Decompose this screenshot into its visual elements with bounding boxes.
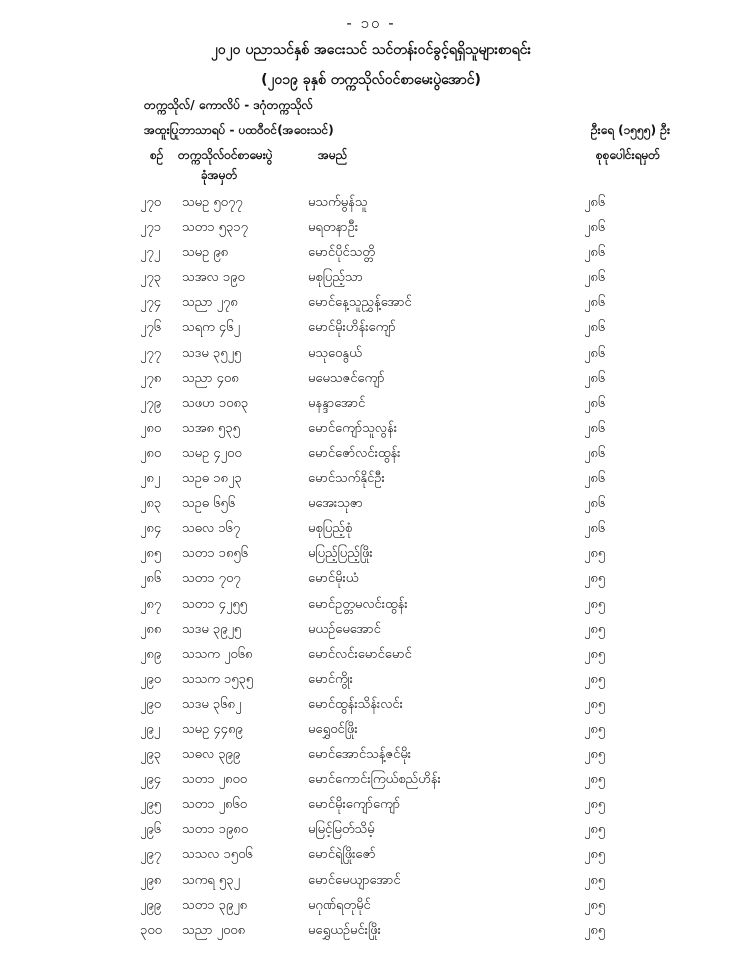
registration-number: သညာ ၂၀၀၈ bbox=[182, 922, 246, 938]
row-number: ၂၇၇ bbox=[140, 345, 162, 361]
student-name: မရတနာဦး bbox=[308, 220, 359, 236]
row-number: ၂၇၃ bbox=[140, 270, 162, 286]
table-row bbox=[0, 746, 742, 771]
row-number: ၂၈၉ bbox=[140, 646, 162, 662]
row-number: ၂၉၃ bbox=[140, 747, 162, 763]
student-name: မောင်ကျော်သူလွန်း bbox=[308, 420, 398, 436]
row-number: ၂၈၆ bbox=[140, 571, 162, 587]
registration-number: သဒမ ၃၉၂၅ bbox=[182, 621, 242, 637]
table-row bbox=[0, 269, 742, 294]
total-score: ၂၈၅ bbox=[584, 671, 606, 687]
student-name: မောင်လင်းမောင်မောင် bbox=[308, 646, 412, 662]
total-score: ၂၈၆ bbox=[584, 471, 606, 487]
total-score: ၂၈၅ bbox=[584, 872, 606, 888]
student-name: မမေသဇင်ကျော် bbox=[308, 370, 385, 386]
student-name: မအေးသုဇာ bbox=[308, 496, 363, 512]
student-name: မောင်မိုးယံ bbox=[308, 571, 359, 587]
total-score: ၂၈၆ bbox=[584, 270, 606, 286]
student-name: မဂုဏ်ရတုမိုင် bbox=[308, 897, 371, 913]
student-name: မသက်မွန်သူ bbox=[308, 195, 368, 210]
total-score: ၂၈၅ bbox=[584, 721, 606, 737]
registration-number: သသက ၂၀၆၈ bbox=[182, 646, 253, 662]
total-score: ၂၈၅ bbox=[584, 922, 606, 938]
registration-number: သဖဟ ၁၀၈၃ bbox=[182, 395, 249, 411]
table-row bbox=[0, 596, 742, 621]
row-number: ၂၉၈ bbox=[140, 872, 162, 888]
table-row bbox=[0, 621, 742, 646]
student-name: မမြင့်မြတ်သိမ့် bbox=[308, 822, 375, 838]
row-number: ၂၈၀ bbox=[140, 445, 162, 461]
table-row bbox=[0, 897, 742, 922]
row-number: ၂၈၈ bbox=[140, 621, 162, 637]
row-number: ၂၇၈ bbox=[140, 370, 162, 386]
student-name: မစုပြည့်စုံ bbox=[308, 521, 353, 537]
registration-number: သတ၁ ၅၃၁၇ bbox=[182, 220, 248, 236]
registration-number: သရက ၄၆၂ bbox=[182, 320, 240, 336]
row-number: ၂၉၆ bbox=[140, 822, 162, 838]
registration-number: သတ၁ ၂၈၆၀ bbox=[182, 797, 248, 813]
total-score: ၂၈၆ bbox=[584, 496, 606, 512]
total-score: ၂၈၅ bbox=[584, 847, 606, 863]
row-number: ၂၇၀ bbox=[140, 195, 162, 210]
student-name: မစုပြည့်သာ bbox=[308, 270, 363, 286]
total-score: ၂၈၅ bbox=[584, 646, 606, 662]
registration-number: သတ၁ ၂၈၀၀ bbox=[182, 772, 248, 788]
total-score: ၂၈၅ bbox=[584, 546, 606, 562]
table-row bbox=[0, 520, 742, 545]
student-name: မနန္ဒာအောင် bbox=[308, 395, 366, 411]
table-row bbox=[0, 370, 742, 395]
table-row bbox=[0, 244, 742, 269]
registration-number: သတ၁ ၁၉၈၀ bbox=[182, 822, 249, 838]
registration-number: သတ၁ ၁၈၅၆ bbox=[182, 546, 249, 562]
table-row bbox=[0, 470, 742, 495]
total-score: ၂၈၆ bbox=[584, 370, 606, 386]
row-number: ၂၉၄ bbox=[140, 772, 162, 788]
student-name: မောင်အောင်သန့်ဇင်မိုး bbox=[308, 747, 412, 763]
student-name: မရွှေဝင်ဖြိုး bbox=[308, 721, 358, 737]
registration-number: သညာ ၂၇၈ bbox=[182, 295, 238, 311]
total-score: ၂၈၅ bbox=[584, 822, 606, 838]
column-header-score: စုစုပေါင်းရမှတ် bbox=[595, 148, 660, 162]
total-score: ၂၈၆ bbox=[584, 245, 606, 261]
total-score: ၂၈၆ bbox=[584, 345, 606, 361]
student-name: မောင်နေ့သူညွှန့်အောင် bbox=[308, 295, 412, 311]
total-score: ၂၈၅ bbox=[584, 621, 606, 637]
total-score: ၂၈၅ bbox=[584, 797, 606, 813]
total-score: ၂၈၅ bbox=[584, 772, 606, 788]
table-row bbox=[0, 771, 742, 796]
total-score: ၂၈၆ bbox=[584, 320, 606, 336]
student-name: မောင်ဥတ္တမလင်းထွန်း bbox=[308, 596, 408, 612]
student-name: မောင်ဇော်လင်းထွန်း bbox=[308, 445, 401, 461]
registration-number: သတ၁ ၇၀၇ bbox=[182, 571, 241, 587]
table-row bbox=[0, 395, 742, 420]
registration-number: သအလ ၁၉၀ bbox=[182, 270, 245, 286]
registration-number: သတ၁ ၄၂၅၅ bbox=[182, 596, 247, 612]
total-score: ၂၈၆ bbox=[584, 295, 606, 311]
table-row bbox=[0, 821, 742, 846]
document-subtitle: (၂၀၁၉ ခုနှစ် တက္ကသိုလ်ဝင်စာမေးပွဲအောင်) bbox=[261, 72, 481, 88]
row-number: ၂၇၁ bbox=[140, 220, 162, 236]
row-number: ၂၈၅ bbox=[140, 546, 162, 562]
registration-number: သမဥ ၄၄၈၉ bbox=[182, 721, 243, 737]
row-number: ၂၇၂ bbox=[140, 245, 161, 261]
score-heading: ဦးရေ (၁၅၅၅) ဦး bbox=[590, 123, 670, 137]
row-number: ၂၉၀ bbox=[140, 696, 162, 712]
column-header-name: အမည် bbox=[318, 148, 348, 162]
row-number: ၂၈၄ bbox=[140, 521, 162, 537]
page-number: - ၁၀ - bbox=[346, 14, 396, 32]
student-name: မောင်ကောင်းကြယ်စည်ဟိန်း bbox=[308, 772, 441, 788]
registration-number: သသလ ၁၅၀၆ bbox=[182, 847, 253, 863]
table-row bbox=[0, 420, 742, 445]
row-number: ၂၈၀ bbox=[140, 420, 162, 436]
row-number: ၂၇၉ bbox=[140, 395, 162, 411]
registration-number: သမဥ ၅၀၇၇ bbox=[182, 195, 243, 210]
table-row bbox=[0, 872, 742, 897]
table-row bbox=[0, 545, 742, 570]
total-score: ၂၈၆ bbox=[584, 420, 606, 436]
student-name: မရွှေယဉ်မင်းဖြိုး bbox=[308, 922, 381, 938]
table-row bbox=[0, 570, 742, 595]
row-number: ၂၉၅ bbox=[140, 797, 162, 813]
student-name: မောင်မိုးကျော်ကျော် bbox=[308, 797, 401, 813]
row-number: ၂၉၀ bbox=[140, 671, 162, 687]
registration-number: သကရ ၅၃၂ bbox=[182, 872, 240, 888]
registration-number: သဓလ ၃၉၉ bbox=[182, 747, 241, 763]
table-row bbox=[0, 721, 742, 746]
student-name: မယဉ်မေအောင် bbox=[308, 621, 381, 637]
registration-number: သမဥ ၄၂၀၀ bbox=[182, 445, 242, 461]
registration-number: သဥဓ ၆၅၆ bbox=[182, 496, 236, 512]
row-number: ၂၇၆ bbox=[140, 320, 162, 336]
row-number: ၂၉၇ bbox=[140, 847, 162, 863]
row-number: ၂၈၂ bbox=[140, 471, 161, 487]
total-score: ၂၈၆ bbox=[584, 445, 606, 461]
student-name: မောင်ထွန်းသိန်းလင်း bbox=[308, 696, 403, 712]
table-row bbox=[0, 319, 742, 344]
table-row bbox=[0, 294, 742, 319]
total-score: ၂၈၅ bbox=[584, 596, 606, 612]
column-header-registration-line2: ခုံအမှတ် bbox=[201, 168, 238, 182]
student-name: မောင်သက်နိုင်ဦး bbox=[308, 471, 385, 487]
row-number: ၂၉၉ bbox=[140, 897, 162, 913]
total-score: ၂၈၅ bbox=[584, 571, 606, 587]
registration-number: သတ၁ ၃၉၂၈ bbox=[182, 897, 248, 913]
registration-number: သမဥ ၉၈ bbox=[182, 245, 229, 261]
table-row bbox=[0, 922, 742, 947]
table-row bbox=[0, 445, 742, 470]
table-row bbox=[0, 219, 742, 244]
total-score: ၂၈၆ bbox=[584, 521, 606, 537]
student-name: မောင်မေယျာအောင် bbox=[308, 872, 401, 888]
table-row bbox=[0, 796, 742, 821]
total-score: ၂၈၆ bbox=[584, 220, 606, 236]
student-name: မောင်မိုးဟိန်းကျော် bbox=[308, 320, 396, 336]
document-title: ၂၀၂၀ ပညာသင်နှစ် အငေးသင် သင်တန်းဝင်ခွင့်ရရှိသူများစာရင်း bbox=[210, 42, 531, 58]
results-table bbox=[0, 194, 742, 947]
row-number: ၂၇၄ bbox=[140, 295, 162, 311]
table-row bbox=[0, 846, 742, 871]
total-score: ၂၈၆ bbox=[584, 395, 606, 411]
student-name: မပြည့်ပြည့်ဖြိုး bbox=[308, 546, 373, 562]
total-score: ၂၈၆ bbox=[584, 195, 606, 210]
table-row bbox=[0, 495, 742, 520]
university-line: တက္ကသိုလ်/ ကောလိပ် - ဒဂုံတက္ကသိုလ် bbox=[144, 98, 313, 112]
student-name: မောင်ရဲဖြိုးဇော် bbox=[308, 847, 376, 863]
column-header-registration: တက္ကသိုလ်ဝင်စာမေးပွဲ bbox=[178, 148, 273, 162]
registration-number: သဒမ ၃၆၈၂ bbox=[182, 696, 242, 712]
row-number: ၂၈၇ bbox=[140, 596, 162, 612]
student-name: မောင်ပိုင်သတ္တိ bbox=[308, 245, 375, 261]
table-row bbox=[0, 696, 742, 721]
registration-number: သဓလ ၁၆၇ bbox=[182, 521, 241, 537]
registration-number: သအ၈ ၅၃၅ bbox=[182, 420, 240, 436]
registration-number: သသက ၁၅၃၅ bbox=[182, 671, 254, 687]
table-row bbox=[0, 345, 742, 370]
registration-number: သညာ ၄၀၈ bbox=[182, 370, 239, 386]
row-number: ၃၀၀ bbox=[140, 922, 162, 938]
total-score: ၂၈၅ bbox=[584, 747, 606, 763]
table-row bbox=[0, 194, 742, 219]
total-score: ၂၈၅ bbox=[584, 897, 606, 913]
table-row bbox=[0, 646, 742, 671]
table-row bbox=[0, 671, 742, 696]
registration-number: သဥဓ ၁၈၂၃ bbox=[182, 471, 242, 487]
total-score: ၂၈၅ bbox=[584, 696, 606, 712]
student-name: မောင်ကွိုး bbox=[308, 671, 353, 687]
row-number: ၂၉၂ bbox=[140, 721, 161, 737]
subject-line: အထူးပြုဘာသာရပ် - ပထဝီဝင်(အဝေးသင်) bbox=[144, 123, 334, 137]
column-header-no: စဉ် bbox=[150, 148, 164, 162]
row-number: ၂၈၃ bbox=[140, 496, 162, 512]
student-name: မသုဝေနွယ် bbox=[308, 345, 362, 361]
registration-number: သဒမ ၃၅၂၅ bbox=[182, 345, 242, 361]
